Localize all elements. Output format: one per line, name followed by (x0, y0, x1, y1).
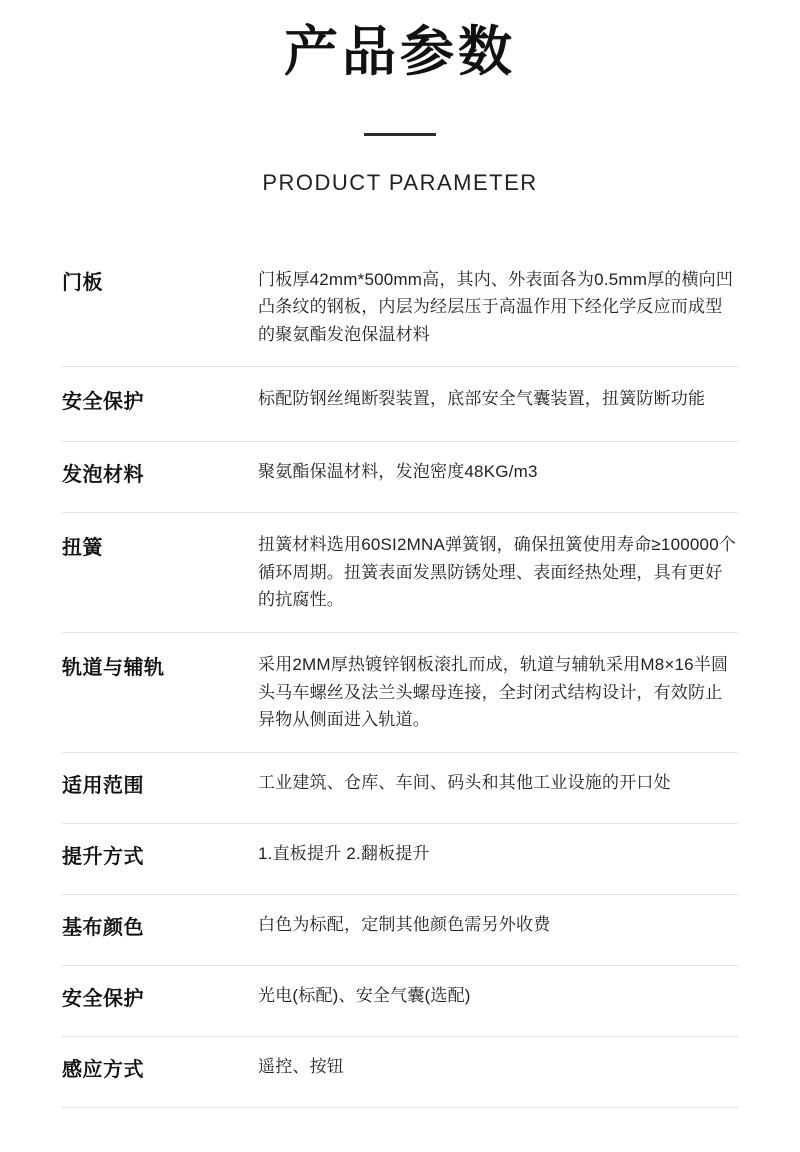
spec-label: 安全保护 (62, 391, 144, 414)
spec-value: 采用2MM厚热镀锌钢板滚扎而成，轨道与辅轨采用M8×16半圆头马车螺丝及法兰头螺母连接，全封闭式结构设计，有效防止异物从侧面进入轨道。 (258, 654, 729, 730)
title-divider (364, 133, 436, 136)
spec-label: 适用范围 (62, 774, 144, 797)
spec-label: 门板 (62, 271, 103, 294)
spec-value: 扭簧材料选用60SI2MNA弹簧钢，确保扭簧使用寿命≥100000个循环周期。扭簧表面发黑防锈处理、表面经热处理，具有更好的抗腐性。 (258, 535, 737, 610)
table-row (62, 753, 738, 824)
spec-label: 轨道与辅轨 (62, 656, 165, 679)
spec-value: 白色为标配，定制其他颜色需另外收费 (258, 914, 551, 934)
table-row (62, 248, 738, 368)
table-row (62, 442, 738, 513)
table-row (62, 1037, 738, 1108)
spec-value: 光电(标配)、安全气囊(选配) (258, 985, 471, 1005)
spec-value: 标配防钢丝绳断裂装置，底部安全气囊装置，扭簧防断功能 (258, 389, 706, 409)
spec-value: 聚氨酯保温材料，发泡密度48KG/m3 (258, 462, 538, 482)
spec-label: 感应方式 (62, 1058, 144, 1081)
table-row (62, 633, 738, 753)
table-row (62, 367, 738, 442)
spec-value: 工业建筑、仓库、车间、码头和其他工业设施的开口处 (258, 772, 671, 792)
table-row (62, 895, 738, 966)
spec-label: 基布颜色 (62, 916, 144, 939)
page-subtitle: PRODUCT PARAMETER (262, 169, 538, 195)
spec-label: 发泡材料 (62, 464, 144, 487)
table-row (62, 513, 738, 633)
table-row (62, 824, 738, 895)
page-title: 产品参数 (284, 22, 516, 82)
spec-value: 1.直板提升 2.翻板提升 (258, 843, 430, 863)
spec-label: 扭簧 (62, 537, 103, 560)
spec-value: 遥控、按钮 (258, 1056, 344, 1076)
spec-value: 门板厚42mm*500mm高，其内、外表面各为0.5mm厚的横向凹凸条纹的钢板，内层为经层压于高温作用下经化学反应而成型的聚氨酯发泡保温材料 (258, 269, 734, 344)
page-header (0, 0, 800, 196)
table-row (62, 966, 738, 1037)
spec-table (62, 248, 738, 1108)
spec-label: 安全保护 (62, 987, 144, 1010)
spec-label: 提升方式 (62, 845, 144, 868)
